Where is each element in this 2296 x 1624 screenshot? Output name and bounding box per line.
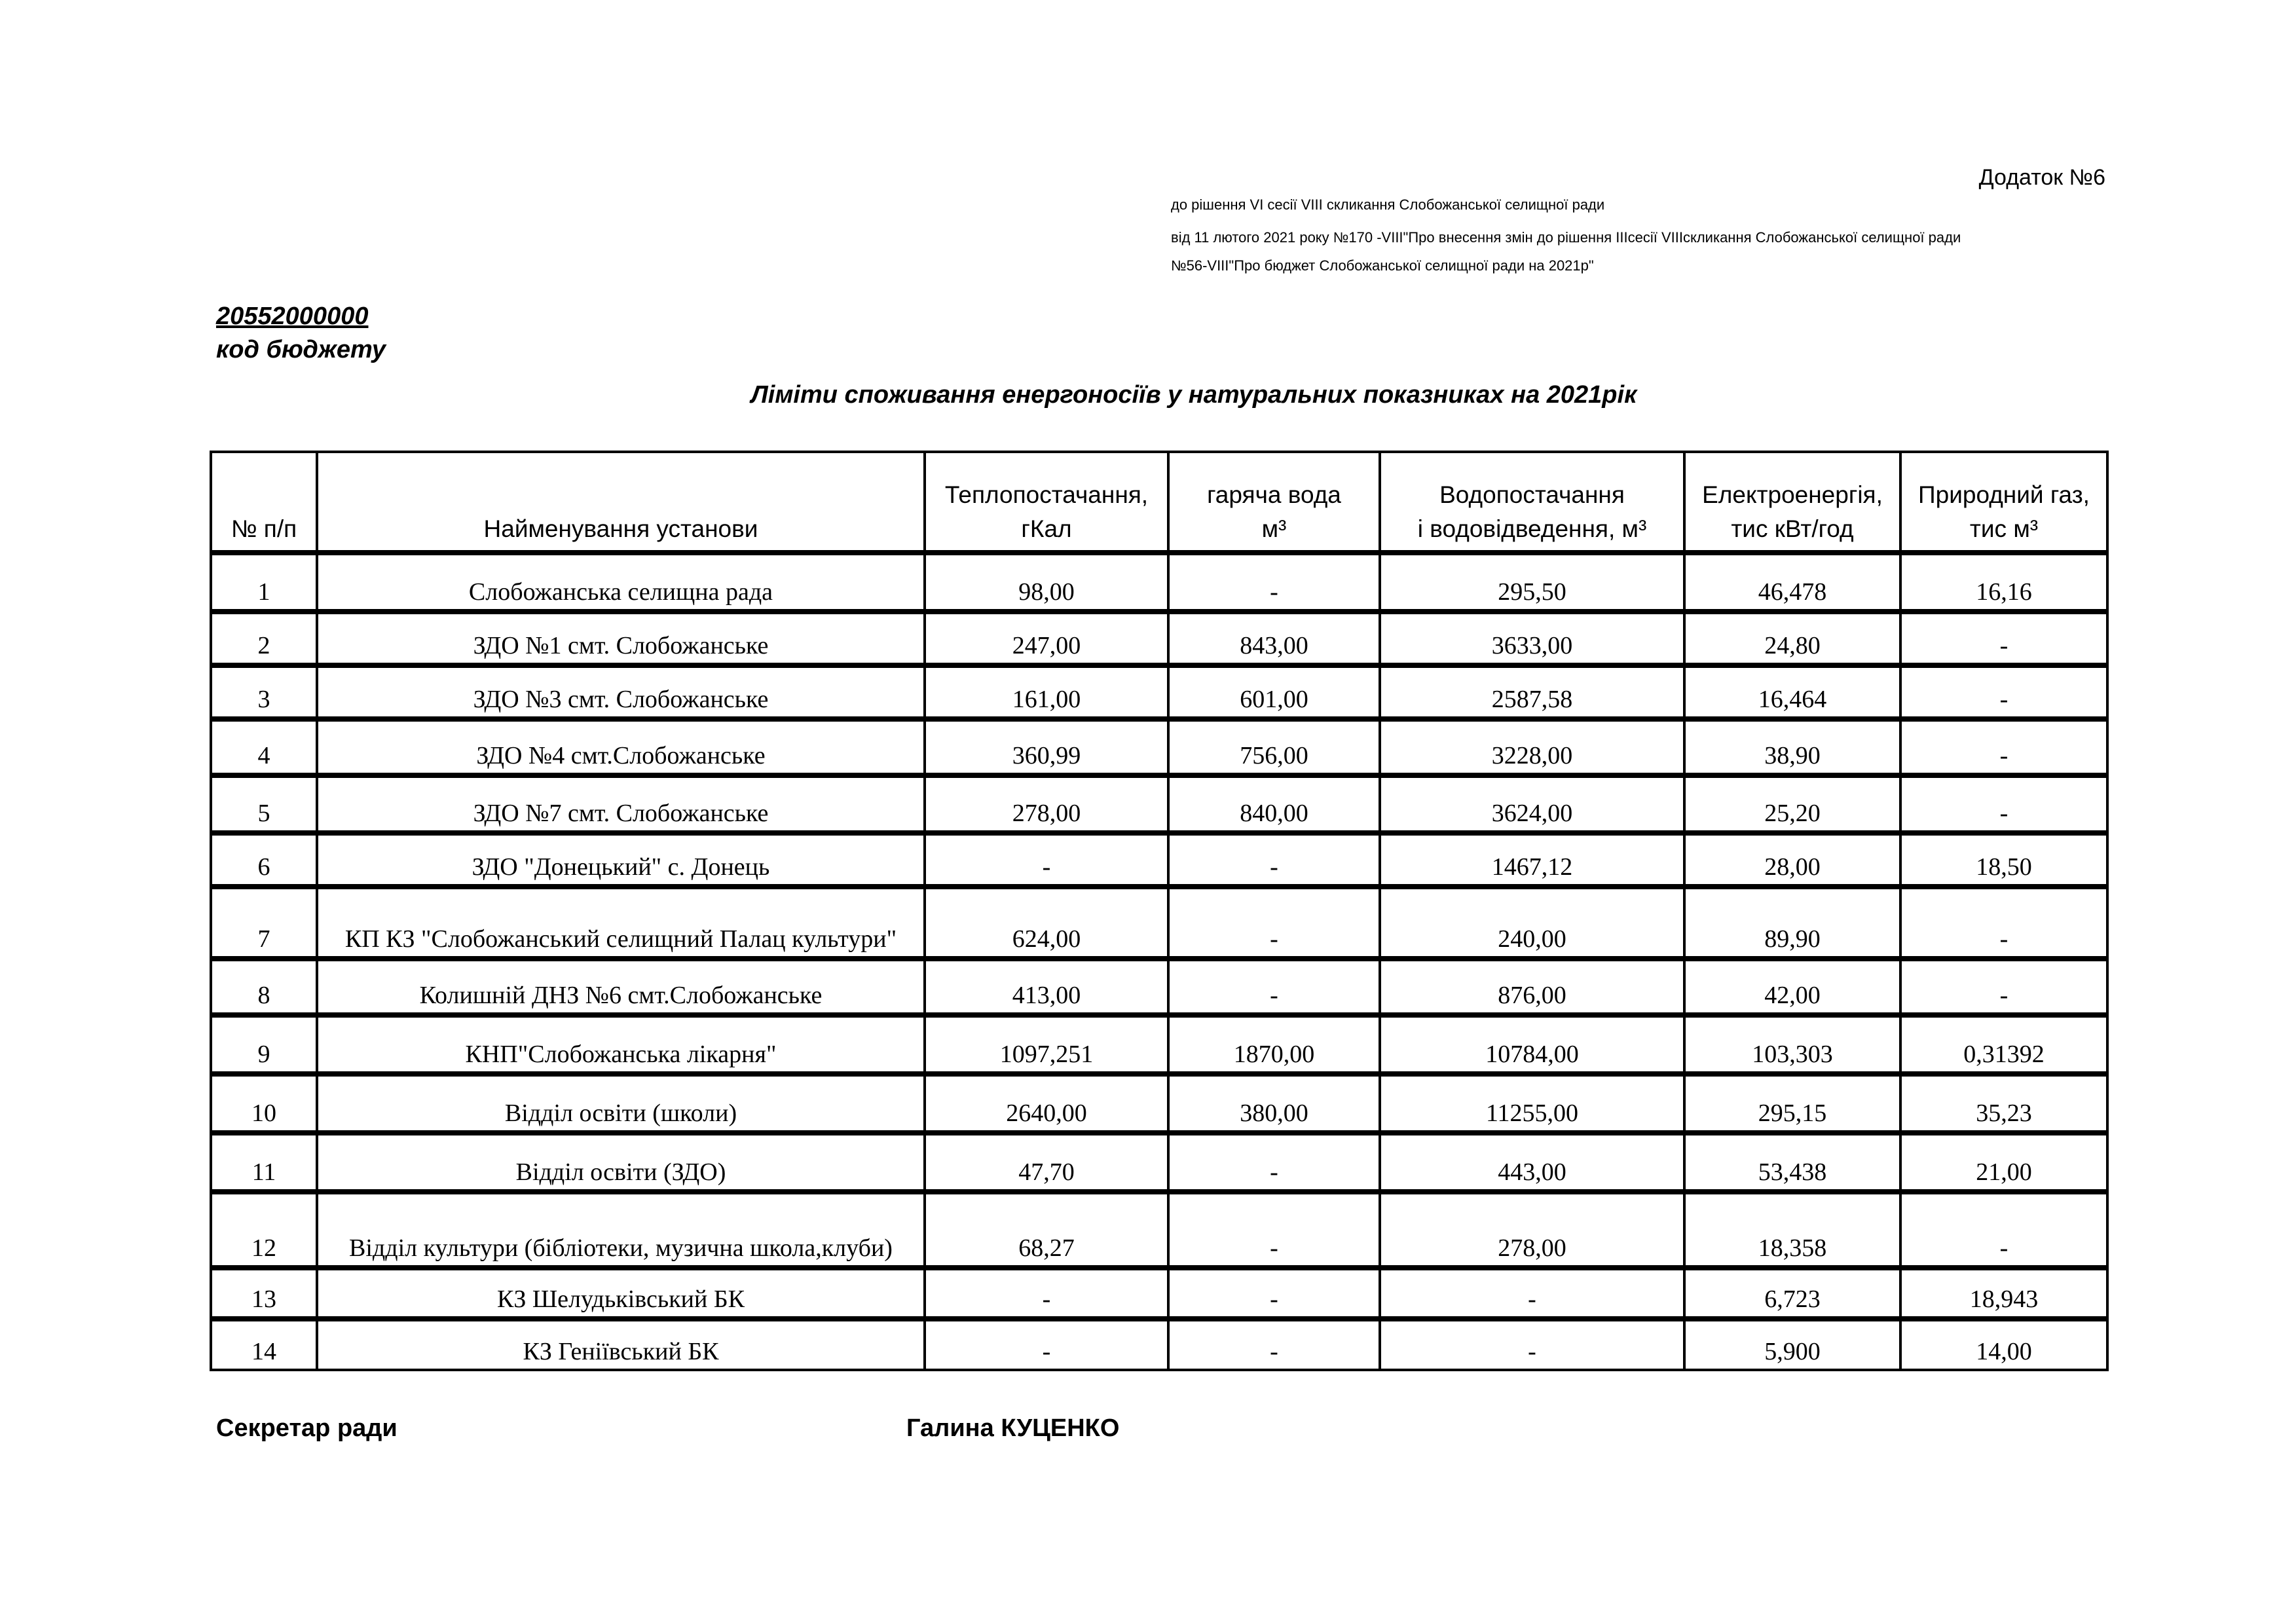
- cell-hotwater: -: [1168, 1268, 1380, 1319]
- cell-electricity: 25,20: [1684, 775, 1900, 833]
- cell-num: 11: [211, 1133, 317, 1192]
- cell-water: 443,00: [1380, 1133, 1684, 1192]
- cell-electricity: 42,00: [1684, 959, 1900, 1015]
- cell-heat: 98,00: [925, 553, 1168, 612]
- table-row: [211, 1268, 2107, 1319]
- cell-electricity: 16,464: [1684, 665, 1900, 719]
- cell-name: ЗДО №3 смт. Слобожанське: [317, 665, 925, 719]
- cell-name: КЗ Шелудьківський БК: [317, 1268, 925, 1319]
- cell-name: ЗДО №7 смт. Слобожанське: [317, 775, 925, 833]
- cell-name: ЗДО №4 смт.Слобожанське: [317, 719, 925, 775]
- table-row: [211, 1015, 2107, 1074]
- table-row: [211, 887, 2107, 959]
- appendix-label: Додаток №6: [1978, 165, 2105, 190]
- cell-name: ЗДО №1 смт. Слобожанське: [317, 612, 925, 665]
- cell-heat: -: [925, 833, 1168, 887]
- cell-name: Відділ освіти (школи): [317, 1074, 925, 1133]
- header-gas-line2: тис м³: [1969, 515, 2039, 542]
- cell-name: КЗ Геніївський БК: [317, 1319, 925, 1370]
- cell-electricity: 53,438: [1684, 1133, 1900, 1192]
- cell-water: 1467,12: [1380, 833, 1684, 887]
- cell-num: 13: [211, 1268, 317, 1319]
- table-row: [211, 959, 2107, 1015]
- cell-gas: -: [1900, 1192, 2107, 1268]
- table-row: [211, 1319, 2107, 1370]
- cell-water: 876,00: [1380, 959, 1684, 1015]
- cell-gas: -: [1900, 775, 2107, 833]
- energy-limits-table: [210, 451, 2109, 1371]
- cell-hotwater: -: [1168, 553, 1380, 612]
- cell-heat: 413,00: [925, 959, 1168, 1015]
- cell-water: 10784,00: [1380, 1015, 1684, 1074]
- cell-heat: 161,00: [925, 665, 1168, 719]
- cell-gas: -: [1900, 612, 2107, 665]
- cell-water: 3228,00: [1380, 719, 1684, 775]
- cell-name: КП КЗ "Слобожанський селищний Палац культури": [317, 887, 925, 959]
- cell-water: 2587,58: [1380, 665, 1684, 719]
- cell-num: 2: [211, 612, 317, 665]
- header-num: [211, 452, 317, 553]
- cell-hotwater: -: [1168, 887, 1380, 959]
- cell-heat: -: [925, 1319, 1168, 1370]
- cell-water: -: [1380, 1319, 1684, 1370]
- table-row: [211, 1074, 2107, 1133]
- cell-name: Колишній ДНЗ №6 смт.Слобожанське: [317, 959, 925, 1015]
- cell-num: 6: [211, 833, 317, 887]
- cell-num: 14: [211, 1319, 317, 1370]
- cell-num: 7: [211, 887, 317, 959]
- cell-num: 3: [211, 665, 317, 719]
- header-water-line1: Водопостачання: [1439, 481, 1625, 508]
- cell-water: 240,00: [1380, 887, 1684, 959]
- cell-water: 295,50: [1380, 553, 1684, 612]
- header-hotwater: [1168, 452, 1380, 553]
- cell-hotwater: 840,00: [1168, 775, 1380, 833]
- cell-gas: -: [1900, 719, 2107, 775]
- decision-line-2: від 11 лютого 2021 року №170 -VIII"Про внесення змін до рішення IIIсесії VIIIскликання Слобожанської селищної ради: [1171, 229, 1961, 246]
- header-hotwater-line2: м³: [1261, 515, 1287, 542]
- cell-num: 5: [211, 775, 317, 833]
- cell-hotwater: 601,00: [1168, 665, 1380, 719]
- cell-electricity: 28,00: [1684, 833, 1900, 887]
- cell-heat: 247,00: [925, 612, 1168, 665]
- cell-hotwater: -: [1168, 1192, 1380, 1268]
- cell-hotwater: 756,00: [1168, 719, 1380, 775]
- cell-name: Відділ культури (бібліотеки, музична школа,клуби): [317, 1192, 925, 1268]
- cell-water: 3633,00: [1380, 612, 1684, 665]
- cell-electricity: 46,478: [1684, 553, 1900, 612]
- cell-heat: 47,70: [925, 1133, 1168, 1192]
- header-electricity-line2: тис кВт/год: [1731, 515, 1854, 542]
- header-heat: [925, 452, 1168, 553]
- header-water-line2: і водовідведення, м³: [1417, 515, 1647, 542]
- header-hotwater-line1: гаряча вода: [1207, 481, 1341, 508]
- cell-heat: -: [925, 1268, 1168, 1319]
- cell-electricity: 295,15: [1684, 1074, 1900, 1133]
- table-row: [211, 775, 2107, 833]
- header-heat-line1: Теплопостачання,: [944, 481, 1149, 508]
- header-electricity: [1684, 452, 1900, 553]
- cell-name: ЗДО "Донецький" с. Донець: [317, 833, 925, 887]
- cell-electricity: 89,90: [1684, 887, 1900, 959]
- cell-gas: -: [1900, 887, 2107, 959]
- header-name-label: Найменування установи: [483, 515, 758, 542]
- table-header-row: [211, 452, 2107, 553]
- cell-hotwater: 1870,00: [1168, 1015, 1380, 1074]
- cell-water: 3624,00: [1380, 775, 1684, 833]
- cell-electricity: 6,723: [1684, 1268, 1900, 1319]
- cell-electricity: 24,80: [1684, 612, 1900, 665]
- cell-gas: -: [1900, 959, 2107, 1015]
- table-body: [211, 553, 2107, 1370]
- cell-num: 10: [211, 1074, 317, 1133]
- cell-name: Відділ освіти (ЗДО): [317, 1133, 925, 1192]
- cell-heat: 624,00: [925, 887, 1168, 959]
- cell-heat: 360,99: [925, 719, 1168, 775]
- budget-code: 20552000000: [216, 303, 369, 330]
- table-row: [211, 833, 2107, 887]
- header-gas: [1900, 452, 2107, 553]
- cell-gas: 0,31392: [1900, 1015, 2107, 1074]
- cell-hotwater: 843,00: [1168, 612, 1380, 665]
- page-title: Ліміти споживання енергоносіїв у натуральних показниках на 2021рік: [750, 381, 1637, 409]
- cell-heat: 68,27: [925, 1192, 1168, 1268]
- cell-gas: 16,16: [1900, 553, 2107, 612]
- cell-hotwater: -: [1168, 1319, 1380, 1370]
- header-num-label: № п/п: [231, 515, 297, 542]
- signature-name: Галина КУЦЕНКО: [906, 1414, 1120, 1442]
- cell-gas: -: [1900, 665, 2107, 719]
- cell-name: КНП"Слобожанська лікарня": [317, 1015, 925, 1074]
- cell-hotwater: -: [1168, 833, 1380, 887]
- header-name: [317, 452, 925, 553]
- decision-line-1: до рішення VI сесії VIII скликання Слобожанської селищної ради: [1171, 196, 1605, 213]
- cell-hotwater: -: [1168, 959, 1380, 1015]
- cell-gas: 35,23: [1900, 1074, 2107, 1133]
- budget-code-label: код бюджету: [216, 336, 386, 363]
- table-row: [211, 1133, 2107, 1192]
- decision-line-3: №56-VIII"Про бюджет Слобожанської селищної ради на 2021р": [1171, 257, 1594, 274]
- cell-num: 8: [211, 959, 317, 1015]
- cell-num: 1: [211, 553, 317, 612]
- cell-electricity: 5,900: [1684, 1319, 1900, 1370]
- cell-num: 4: [211, 719, 317, 775]
- cell-name: Слобожанська селищна рада: [317, 553, 925, 612]
- cell-water: 11255,00: [1380, 1074, 1684, 1133]
- cell-water: -: [1380, 1268, 1684, 1319]
- signature-title: Секретар ради: [216, 1414, 398, 1442]
- cell-electricity: 38,90: [1684, 719, 1900, 775]
- header-electricity-line1: Електроенергія,: [1702, 481, 1883, 508]
- cell-hotwater: 380,00: [1168, 1074, 1380, 1133]
- cell-heat: 1097,251: [925, 1015, 1168, 1074]
- cell-gas: 21,00: [1900, 1133, 2107, 1192]
- header-heat-line2: гКал: [1021, 515, 1072, 542]
- cell-water: 278,00: [1380, 1192, 1684, 1268]
- cell-gas: 18,50: [1900, 833, 2107, 887]
- table-row: [211, 612, 2107, 665]
- cell-electricity: 18,358: [1684, 1192, 1900, 1268]
- header-water: [1380, 452, 1684, 553]
- cell-heat: 278,00: [925, 775, 1168, 833]
- cell-electricity: 103,303: [1684, 1015, 1900, 1074]
- cell-heat: 2640,00: [925, 1074, 1168, 1133]
- cell-hotwater: -: [1168, 1133, 1380, 1192]
- table-row: [211, 719, 2107, 775]
- table-row: [211, 665, 2107, 719]
- header-gas-line1: Природний газ,: [1918, 481, 2090, 508]
- cell-gas: 14,00: [1900, 1319, 2107, 1370]
- table-row: [211, 553, 2107, 612]
- cell-num: 9: [211, 1015, 317, 1074]
- table-row: [211, 1192, 2107, 1268]
- cell-gas: 18,943: [1900, 1268, 2107, 1319]
- cell-num: 12: [211, 1192, 317, 1268]
